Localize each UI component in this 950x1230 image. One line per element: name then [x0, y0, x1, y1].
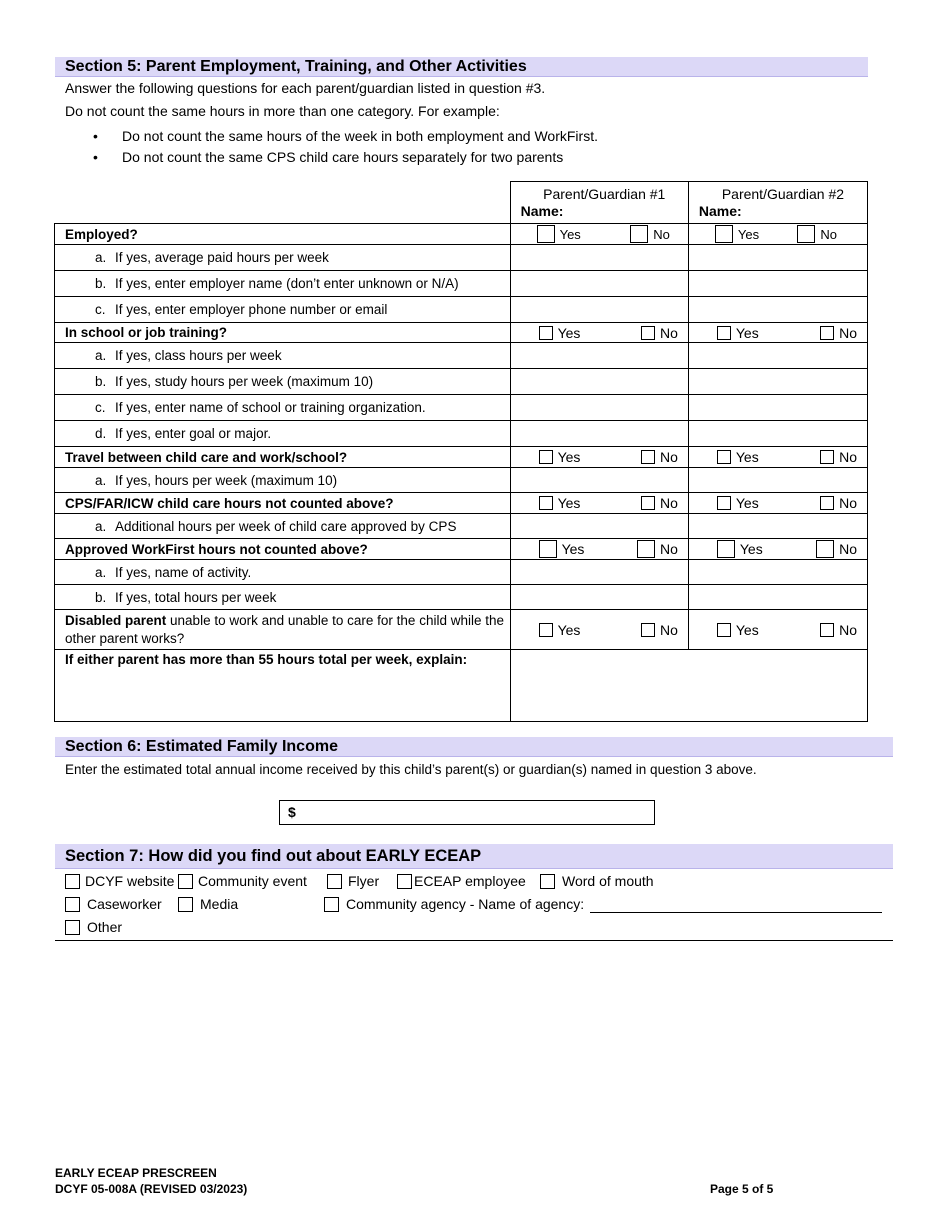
section7-bottom-divider: [55, 940, 893, 941]
section6-instruction: Enter the estimated total annual income received by this child’s parent(s) or guardian(s) named in question 3 above.: [65, 762, 757, 777]
parent1-title: Parent/Guardian #1: [543, 185, 666, 202]
source-option-dcyf-website[interactable]: DCYF website: [65, 873, 174, 889]
checkbox-icon: [397, 874, 412, 889]
parent2-cps: [688, 493, 867, 514]
row-school-b: b. If yes, study hours per week (maximum 10): [55, 369, 511, 395]
checkbox-icon: [797, 225, 815, 243]
footer-form-number: DCYF 05-008A (REVISED 03/2023): [55, 1182, 248, 1196]
parent2-input[interactable]: [688, 560, 867, 585]
section7-title: Section 7: How did you find out about EARLY ECEAP: [65, 846, 482, 865]
row-workfirst-a: a. If yes, name of activity.: [55, 560, 511, 585]
parent2-travel: [688, 447, 867, 468]
yes-checkbox[interactable]: Yes: [539, 622, 581, 638]
parent2-input[interactable]: [688, 297, 867, 323]
checkbox-icon: [641, 450, 655, 464]
parent2-input[interactable]: [688, 421, 867, 447]
yes-checkbox[interactable]: Yes: [539, 495, 581, 511]
row-label: Travel between child care and work/school?: [55, 447, 511, 468]
source-option-community-event[interactable]: Community event: [178, 873, 307, 889]
source-option-eceap-employee[interactable]: ECEAP employee: [397, 873, 526, 889]
parent1-input[interactable]: [510, 514, 688, 539]
income-input[interactable]: [279, 800, 655, 825]
section7-header: [55, 844, 893, 869]
row-school-c: c. If yes, enter name of school or training organization.: [55, 395, 511, 421]
row-workfirst-b: b. If yes, total hours per week: [55, 585, 511, 610]
row-disabled: [55, 610, 868, 650]
row-school-a: a. If yes, class hours per week: [55, 343, 511, 369]
parent1-input[interactable]: [510, 245, 688, 271]
checkbox-icon: [820, 326, 834, 340]
parent2-input[interactable]: [688, 245, 867, 271]
parent1-input[interactable]: [510, 297, 688, 323]
row-school-d: d. If yes, enter goal or major.: [55, 421, 511, 447]
footer-form-name: EARLY ECEAP PRESCREEN: [55, 1166, 217, 1180]
checkbox-icon: [717, 496, 731, 510]
row-label: Approved WorkFirst hours not counted above?: [55, 539, 511, 560]
parent1-input[interactable]: [510, 369, 688, 395]
row-employed-b: b. If yes, enter employer name (don’t enter unknown or N/A): [55, 271, 511, 297]
source-option-flyer[interactable]: Flyer: [327, 873, 379, 889]
row-explain: [55, 650, 868, 722]
checkbox-icon: [820, 623, 834, 637]
no-checkbox[interactable]: No: [641, 622, 678, 638]
checkbox-icon: [65, 897, 80, 912]
checkbox-icon: [539, 450, 553, 464]
checkbox-icon: [637, 540, 655, 558]
source-option-caseworker[interactable]: Caseworker: [65, 896, 162, 912]
parent2-name-label[interactable]: Name:: [698, 202, 742, 219]
parent2-input[interactable]: [688, 468, 867, 493]
yes-checkbox[interactable]: Yes: [717, 622, 759, 638]
checkbox-icon: [537, 225, 555, 243]
section6-title: Section 6: Estimated Family Income: [65, 737, 338, 755]
row-label: Disabled parent unable to work and unable to care for the child while the other parent works?: [55, 610, 511, 650]
checkbox-icon: [717, 326, 731, 340]
checkbox-icon: [178, 874, 193, 889]
no-checkbox[interactable]: No: [820, 325, 857, 341]
parent1-disabled: [510, 610, 688, 650]
source-option-community-agency[interactable]: Community agency - Name of agency:: [324, 896, 584, 912]
row-travel: [55, 447, 868, 468]
no-checkbox[interactable]: No: [641, 449, 678, 465]
parent1-workfirst: [510, 539, 688, 560]
agency-name-input[interactable]: [590, 912, 882, 913]
section6-header: [55, 737, 893, 757]
parent2-input[interactable]: [688, 369, 867, 395]
footer-page-number: Page 5 of 5: [710, 1182, 774, 1196]
checkbox-icon: [641, 496, 655, 510]
parent1-input[interactable]: [510, 421, 688, 447]
row-workfirst: [55, 539, 868, 560]
yes-checkbox[interactable]: Yes: [717, 540, 763, 558]
yes-checkbox[interactable]: Yes: [537, 225, 581, 243]
parent2-header: [688, 182, 867, 224]
row-school: [55, 323, 868, 343]
parent1-input[interactable]: [510, 395, 688, 421]
parent2-input[interactable]: [688, 395, 867, 421]
parent2-school: [688, 323, 867, 343]
checkbox-icon: [539, 623, 553, 637]
section5-intro2: Do not count the same hours in more than one category. For example:: [65, 103, 500, 119]
checkbox-icon: [641, 623, 655, 637]
section5-bullet-1: [93, 128, 598, 144]
checkbox-icon: [540, 874, 555, 889]
checkbox-icon: [717, 450, 731, 464]
activities-table: [54, 181, 868, 722]
checkbox-icon: [65, 920, 80, 935]
checkbox-icon: [178, 897, 193, 912]
parent1-input[interactable]: [510, 560, 688, 585]
parent1-travel: [510, 447, 688, 468]
bullet-text: Do not count the same hours of the week in both employment and WorkFirst.: [122, 128, 598, 144]
bullet-icon: •: [93, 128, 98, 144]
bullet-text: Do not count the same CPS child care hours separately for two parents: [122, 149, 564, 165]
row-cps: [55, 493, 868, 514]
parent2-input[interactable]: [688, 585, 867, 610]
parent1-input[interactable]: [510, 468, 688, 493]
parent1-school: [510, 323, 688, 343]
parent2-input[interactable]: [688, 343, 867, 369]
parent1-name-label[interactable]: Name:: [520, 202, 564, 219]
row-label: In school or job training?: [55, 323, 511, 343]
parent1-input[interactable]: [510, 343, 688, 369]
no-checkbox[interactable]: No: [820, 495, 857, 511]
no-checkbox[interactable]: No: [797, 225, 857, 243]
parent2-input[interactable]: [688, 271, 867, 297]
no-checkbox[interactable]: No: [630, 225, 678, 243]
section5-header: [55, 57, 868, 77]
checkbox-icon: [820, 496, 834, 510]
bullet-icon: •: [93, 149, 98, 165]
explain-input[interactable]: [510, 650, 867, 722]
source-option-word-of-mouth[interactable]: Word of mouth: [540, 873, 654, 889]
no-checkbox[interactable]: No: [820, 449, 857, 465]
row-label: Employed?: [55, 224, 511, 245]
parent2-workfirst: [688, 539, 867, 560]
checkbox-icon: [65, 874, 80, 889]
row-cps-a: a. Additional hours per week of child care approved by CPS: [55, 514, 511, 539]
parent1-employed: [510, 224, 688, 245]
section5-intro1: Answer the following questions for each parent/guardian listed in question #3.: [65, 80, 546, 96]
section5-bullet-2: [93, 149, 563, 165]
section5-title: Section 5: Parent Employment, Training, and Other Activities: [65, 57, 527, 75]
yes-checkbox[interactable]: Yes: [717, 495, 759, 511]
parent1-cps: [510, 493, 688, 514]
yes-checkbox[interactable]: Yes: [539, 325, 581, 341]
row-label: CPS/FAR/ICW child care hours not counted above?: [55, 493, 511, 514]
no-checkbox[interactable]: No: [637, 540, 678, 558]
checkbox-icon: [539, 496, 553, 510]
source-option-other[interactable]: Other: [65, 919, 122, 935]
checkbox-icon: [717, 623, 731, 637]
checkbox-icon: [539, 326, 553, 340]
no-checkbox[interactable]: No: [641, 495, 678, 511]
checkbox-icon: [324, 897, 339, 912]
parent2-input[interactable]: [688, 514, 867, 539]
no-checkbox[interactable]: No: [641, 325, 678, 341]
no-checkbox[interactable]: No: [820, 622, 857, 638]
yes-checkbox[interactable]: Yes: [539, 540, 585, 558]
row-travel-a: a. If yes, hours per week (maximum 10): [55, 468, 511, 493]
no-checkbox[interactable]: No: [816, 540, 857, 558]
parent2-title: Parent/Guardian #2: [721, 185, 845, 202]
checkbox-icon: [641, 326, 655, 340]
checkbox-icon: [539, 540, 557, 558]
row-employed-a: a. If yes, average paid hours per week: [55, 245, 511, 271]
yes-checkbox[interactable]: Yes: [539, 449, 581, 465]
parent1-input[interactable]: [510, 271, 688, 297]
parent1-header: [510, 182, 688, 224]
currency-label: $: [288, 804, 296, 820]
header-blank-cell: [55, 182, 511, 224]
checkbox-icon: [715, 225, 733, 243]
row-label: If either parent has more than 55 hours total per week, explain:: [55, 650, 511, 722]
yes-checkbox[interactable]: Yes: [715, 225, 759, 243]
checkbox-icon: [717, 540, 735, 558]
parent2-disabled: [688, 610, 867, 650]
yes-checkbox[interactable]: Yes: [717, 325, 759, 341]
checkbox-icon: [820, 450, 834, 464]
source-option-media[interactable]: Media: [178, 896, 238, 912]
checkbox-icon: [327, 874, 342, 889]
parent1-input[interactable]: [510, 585, 688, 610]
row-employed-c: c. If yes, enter employer phone number or email: [55, 297, 511, 323]
parent2-employed: [688, 224, 867, 245]
checkbox-icon: [630, 225, 648, 243]
yes-checkbox[interactable]: Yes: [717, 449, 759, 465]
row-employed: [55, 224, 868, 245]
checkbox-icon: [816, 540, 834, 558]
